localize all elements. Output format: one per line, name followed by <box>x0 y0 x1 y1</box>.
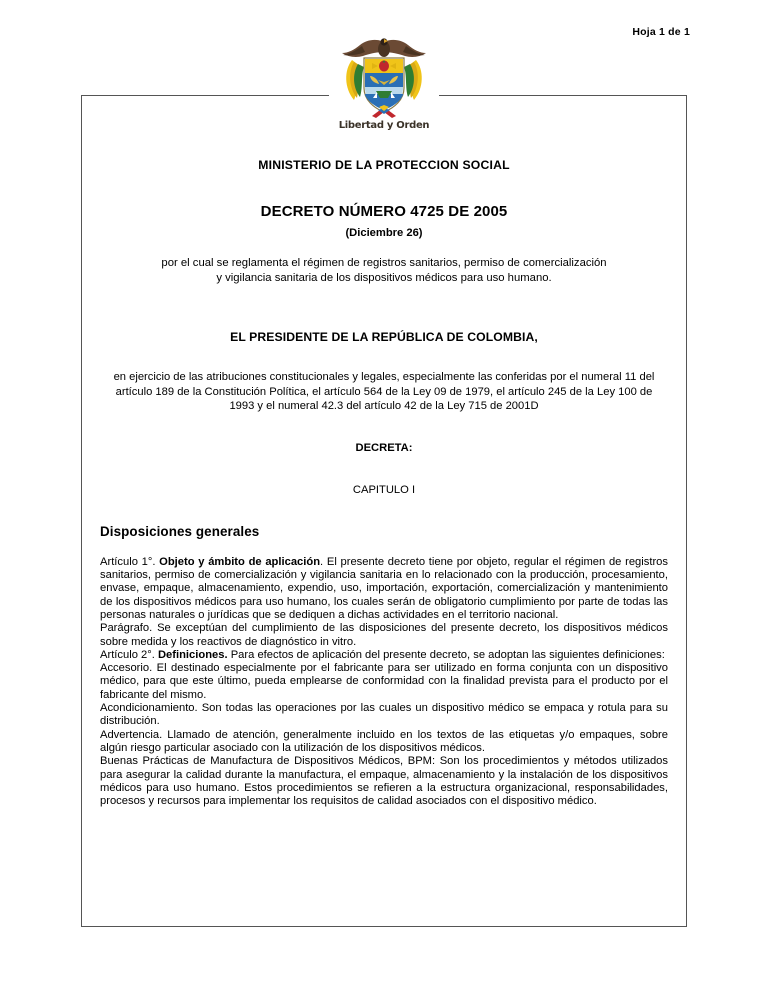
article-bold-title: Definiciones. <box>157 648 228 661</box>
decreta-label: DECRETA: <box>355 441 413 454</box>
article-label: Artículo 1°. <box>100 555 160 568</box>
chapter-label: CAPITULO I <box>352 483 416 496</box>
article-text: Buenas Prácticas de Manufactura de Dispositivos Médicos, BPM: Son los procedimientos y métodos utilizados para asegurar la calidad durante la manufactura, el empaque, almacenamiento y la instalación de los dispositivos médicos para uso humano. Estos procedimientos se refieren a la estructura organizacional, responsabilidades, procesos y recursos para implementar los requisitos de calidad asociados con el dispositivo médico. <box>100 755 668 808</box>
article-text: . El presente decreto tiene por objeto, regular el régimen de registros sanitarios, permiso de comercialización y vigilancia sanitaria en lo relacionado con la producción, procesamiento, envase, empaque, almacenamiento, expendio, uso, importación, exportación, comercialización y mantenimiento de los dispositivos médicos para uso humano, los cuales serán de obligatorio cumplimiento por parte de todas las personas naturales o jurídicas que se dediquen a dichas actividades en el territorio nacional. <box>100 555 668 621</box>
decree-subject-line-2: y vigilancia sanitaria de los dispositivos médicos para uso humano. <box>216 272 552 284</box>
article-paragraph <box>100 556 668 622</box>
article-text: Accesorio. El destinado especialmente por el fabricante para ser utilizado en forma conjunta con un dispositivo médico, para que este último, pueda emplearse de conformidad con la finalidad prevista para el producto por el fabricante del mismo. <box>100 662 668 701</box>
coat-of-arms-emblem <box>329 36 439 142</box>
article-text: Parágrafo. Se exceptúan del cumplimiento de las disposiciones del presente decreto, los dispositivos médicos sobre medida y los reactivos de diagnóstico in vitro. <box>100 622 668 648</box>
coat-of-arms-icon <box>332 36 436 122</box>
article-label: Artículo 2°. <box>100 648 158 661</box>
article-bold-title: Objeto y ámbito de aplicación <box>159 555 321 568</box>
article-paragraph <box>100 729 668 756</box>
section-heading: Disposiciones generales <box>100 523 260 539</box>
decree-date: (Diciembre 26) <box>345 227 423 239</box>
preamble-text: en ejercicio de las atribuciones constitucionales y legales, especialmente las conferidas por el numeral 11 del artículo 189 de la Constitución Política, el artículo 564 de la Ley 09 de 1979, el artículo 245 de la Ley 100 de 1993 y el numeral 42.3 del artículo 42 de la Ley 715 de 2001D <box>113 371 655 413</box>
article-text: Advertencia. Llamado de atención, generalmente incluido en los textos de las etiquetas y/o empaques, sobre algún riesgo particular asociado con la utilización de los dispositivos médicos. <box>100 728 668 754</box>
article-paragraph <box>100 622 668 649</box>
article-text: Acondicionamiento. Son todas las operaciones por las cuales un dispositivo médico se empaca y rotula para su distribución. <box>100 702 668 728</box>
emblem-caption: Libertad y Orden <box>338 120 430 131</box>
decree-subject <box>100 256 668 286</box>
articles-container <box>100 556 668 809</box>
decree-number-title: DECRETO NÚMERO 4725 DE 2005 <box>260 203 508 220</box>
president-heading: EL PRESIDENTE DE LA REPÚBLICA DE COLOMBIA, <box>230 330 538 344</box>
page-header-note: Hoja 1 de 1 <box>632 26 690 38</box>
decree-subject-line-1: por el cual se reglamenta el régimen de registros sanitarios, permiso de comercialización <box>161 257 607 269</box>
document-content <box>100 95 668 808</box>
article-paragraph <box>100 649 668 662</box>
article-paragraph <box>100 662 668 702</box>
article-text: Para efectos de aplicación del presente decreto, se adoptan las siguientes definiciones: <box>227 648 665 661</box>
article-paragraph <box>100 755 668 808</box>
article-paragraph <box>100 702 668 729</box>
ministry-title: MINISTERIO DE LA PROTECCION SOCIAL <box>258 158 510 172</box>
